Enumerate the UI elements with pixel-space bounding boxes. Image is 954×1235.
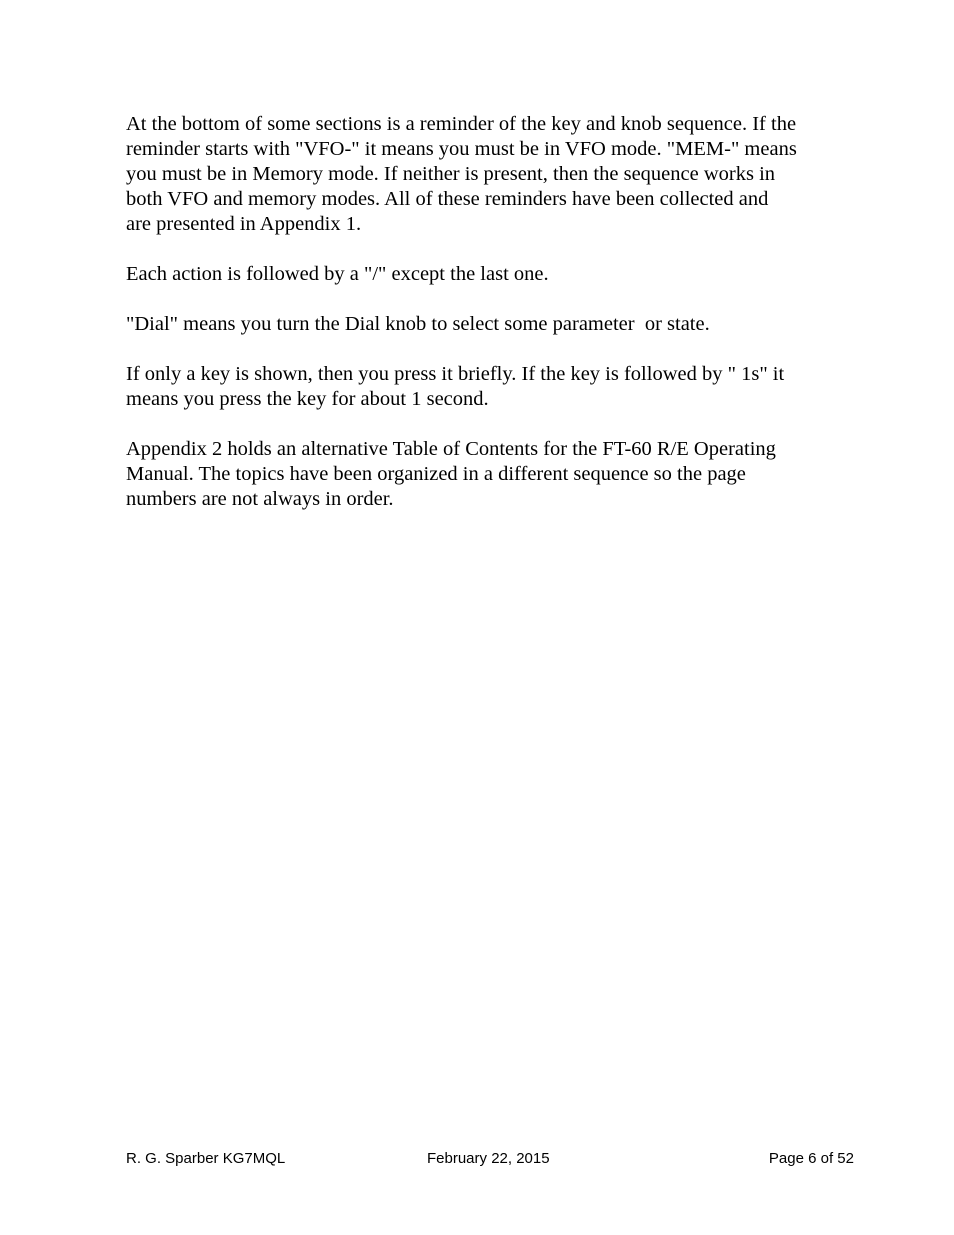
text-line: Appendix 2 holds an alternative Table of Contents for the FT-60 R/E Operating: [126, 438, 776, 460]
text-line: numbers are not always in order.: [126, 488, 394, 510]
text-line: Manual. The topics have been organized in a different sequence so the page: [126, 463, 746, 485]
footer-page-number: Page 6 of 52: [768, 1150, 854, 1167]
text-line: If only a key is shown, then you press it briefly. If the key is followed by " 1s" it: [126, 363, 785, 385]
paragraph-appendix-2: [126, 437, 856, 512]
text-line: both VFO and memory modes. All of these reminders have been collected and: [126, 188, 769, 210]
paragraph-action-separator: [126, 262, 856, 287]
paragraph-dial: [126, 312, 856, 337]
text-line: At the bottom of some sections is a reminder of the key and knob sequence. If the: [126, 113, 797, 135]
footer-date: February 22, 2015: [427, 1150, 550, 1167]
text-line: means you press the key for about 1 second.: [126, 388, 489, 410]
page-footer: [126, 1149, 854, 1169]
text-line: are presented in Appendix 1.: [126, 213, 362, 235]
paragraph-reminders: [126, 112, 856, 237]
text-line: "Dial" means you turn the Dial knob to select some parameter or state.: [126, 313, 710, 335]
paragraph-key-press: [126, 362, 856, 412]
text-line: Each action is followed by a "/" except the last one.: [126, 263, 549, 285]
footer-author: R. G. Sparber KG7MQL: [126, 1150, 286, 1167]
document-body: [126, 112, 856, 537]
text-line: you must be in Memory mode. If neither is present, then the sequence works in: [126, 163, 776, 185]
text-line: reminder starts with "VFO-" it means you must be in VFO mode. "MEM-" means: [126, 138, 797, 160]
